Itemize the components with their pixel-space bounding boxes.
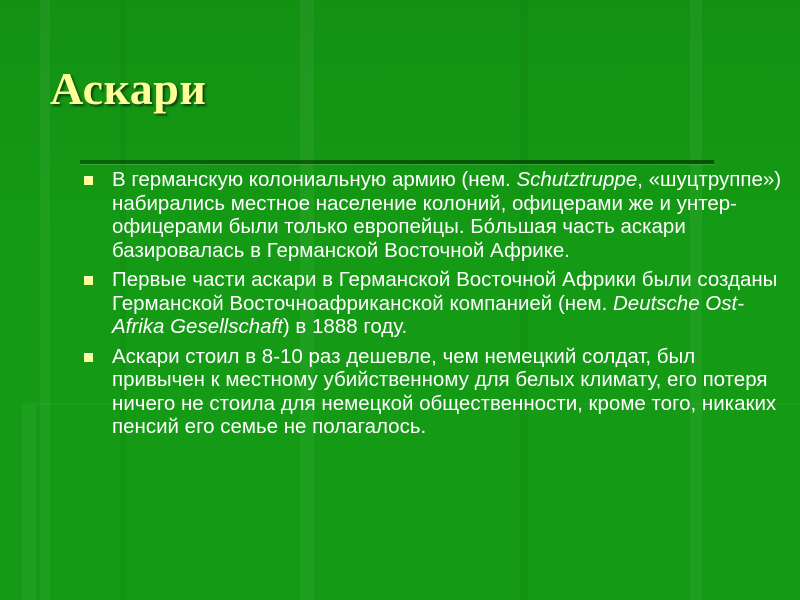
decorative-panel-edge	[22, 405, 36, 600]
slide-title: Аскари	[50, 63, 207, 114]
bullet-text: Первые части аскари в Германской Восточной Африки были созданы Германской Восточноафриканской компанией (нем.	[112, 268, 778, 315]
background-stripe	[40, 0, 50, 600]
bullet-term: Deutsche Ost-Afrika Gesellschaft	[112, 291, 745, 338]
bullet-list	[84, 168, 784, 445]
bullet-text: В германскую колониальную армию (нем.	[112, 168, 517, 191]
bullet-item	[84, 345, 784, 439]
square-bullet-icon	[84, 353, 93, 362]
bullet-text: ) в 1888 году.	[282, 315, 408, 338]
bullet-item	[84, 168, 784, 262]
title-divider	[80, 160, 714, 164]
square-bullet-icon	[84, 276, 93, 285]
bullet-text: , «шуцтруппе») набирались местное население колоний, офицерами же и унтер-офицерами были только европейцы. Бо́льшая часть аскари базировалась в Германской Восточной Африке.	[112, 168, 782, 262]
bullet-item	[84, 268, 784, 339]
square-bullet-icon	[84, 176, 93, 185]
bullet-term: Schutztruppe	[516, 168, 638, 191]
bullet-text: Аскари стоил в 8-10 раз дешевле, чем немецкий солдат, был привычен к местному убийственному для белых климату, его потеря ничего не стоила для немецкой общественности, кроме того, никаких пенсий его семье не полагалось.	[112, 344, 777, 438]
